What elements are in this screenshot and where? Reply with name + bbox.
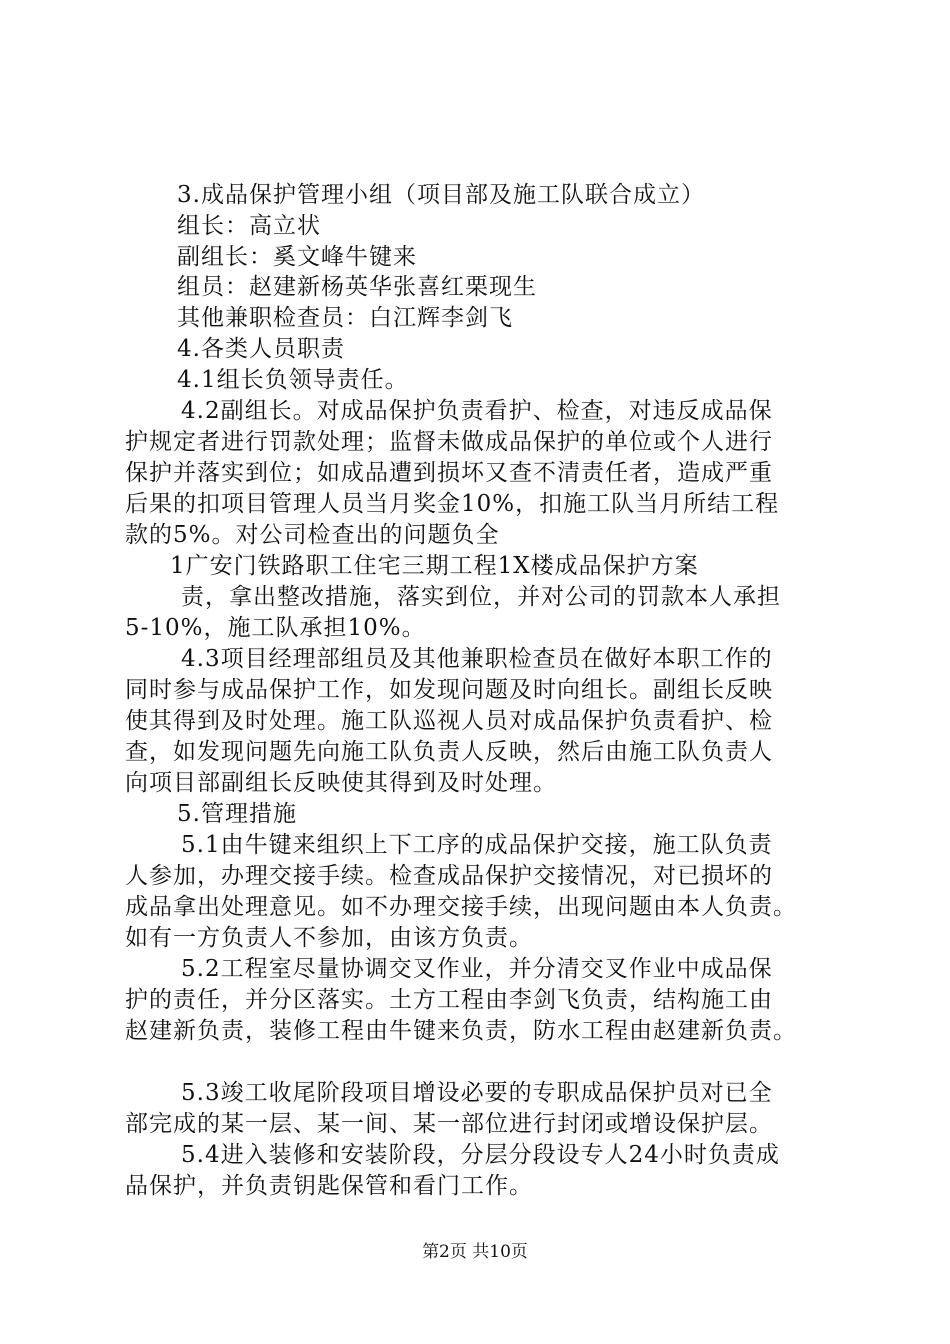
paragraph-4-2-continued: 5-10%，施工队承担10%。 [125,615,426,641]
paragraph-5-4-line: 品保护，并负责钥匙保管和看门工作。 [125,1173,533,1199]
paragraph-5-3-line: 5.3竣工收尾阶段项目增设必要的专职成品保护员对已全 [181,1080,773,1106]
paragraph-4-2-line: 款的5%。对公司检查出的问题负全 [125,522,500,548]
paragraph-4-3-line: 向项目部副组长反映使其得到及时处理。 [125,770,557,796]
section-4-heading: 4.各类人员职责 [177,336,345,362]
paragraph-5-1-line: 成品拿出处理意见。如不办理交接手续，出现问题由本人负责。 [125,894,797,920]
paragraph-4-3-line: 同时参与成品保护工作，如发现问题及时向组长。副组长反映 [125,677,773,703]
paragraph-5-1-line: 5.1由牛键来组织上下工序的成品保护交接，施工队负责 [181,832,773,858]
paragraph-5-2-line: 5.2工程室尽量协调交叉作业，并分清交叉作业中成品保 [181,956,773,982]
paragraph-5-2-line: 护的责任，并分区落实。土方工程由李剑飞负责，结构施工由 [125,987,773,1013]
paragraph-4-2-line: 后果的扣项目管理人员当月奖金10%，扣施工队当月所结工程 [125,491,780,517]
paragraph-4-3-line: 使其得到及时处理。施工队巡视人员对成品保护负责看护、检 [125,708,773,734]
paragraph-5-1-line: 人参加，办理交接手续。检查成品保护交接情况，对已损坏的 [125,863,773,889]
paragraph-4-2-line: 护规定者进行罚款处理；监督未做成品保护的单位或个人进行 [125,429,773,455]
paragraph-4-3-line: 查，如发现问题先向施工队负责人反映，然后由施工队负责人 [125,739,773,765]
paragraph-5-3-line: 部完成的某一层、某一间、某一部位进行封闭或增设保护层。 [125,1111,773,1137]
section-3-heading: 3.成品保护管理小组（项目部及施工队联合成立） [177,182,705,208]
paragraph-4-2-line: 4.2副组长。对成品保护负责看护、检查，对违反成品保 [181,398,773,424]
paragraph-5-2-line: 赵建新负责，装修工程由牛键来负责，防水工程由赵建新负责。 [125,1018,797,1044]
paragraph-4-2-line: 保护并落实到位；如成品遭到损坏又查不清责任者，造成严重 [125,460,773,486]
page-running-header: 1广安门铁路职工住宅三期工程1X楼成品保护方案 [170,553,699,579]
paragraph-4-1: 4.1组长负领导责任。 [177,367,409,393]
page-number-footer: 第2页 共10页 [422,1242,528,1262]
group-leader: 组长：高立状 [177,213,321,239]
paragraph-5-1-line: 如有一方负责人不参加，由该方负责。 [125,925,533,951]
section-5-heading: 5.管理措施 [177,801,297,827]
deputy-group-leader: 副组长：奚文峰牛键来 [177,244,417,270]
paragraph-4-2-continued: 责，拿出整改措施，落实到位，并对公司的罚款本人承担 [181,584,781,610]
group-members: 组员：赵建新杨英华张喜红栗现生 [177,274,537,300]
part-time-inspectors: 其他兼职检查员：白江辉李剑飞 [177,305,513,331]
paragraph-5-4-line: 5.4进入装修和安装阶段，分层分段设专人24小时负责成 [181,1142,780,1168]
paragraph-4-3-line: 4.3项目经理部组员及其他兼职检查员在做好本职工作的 [181,646,773,672]
